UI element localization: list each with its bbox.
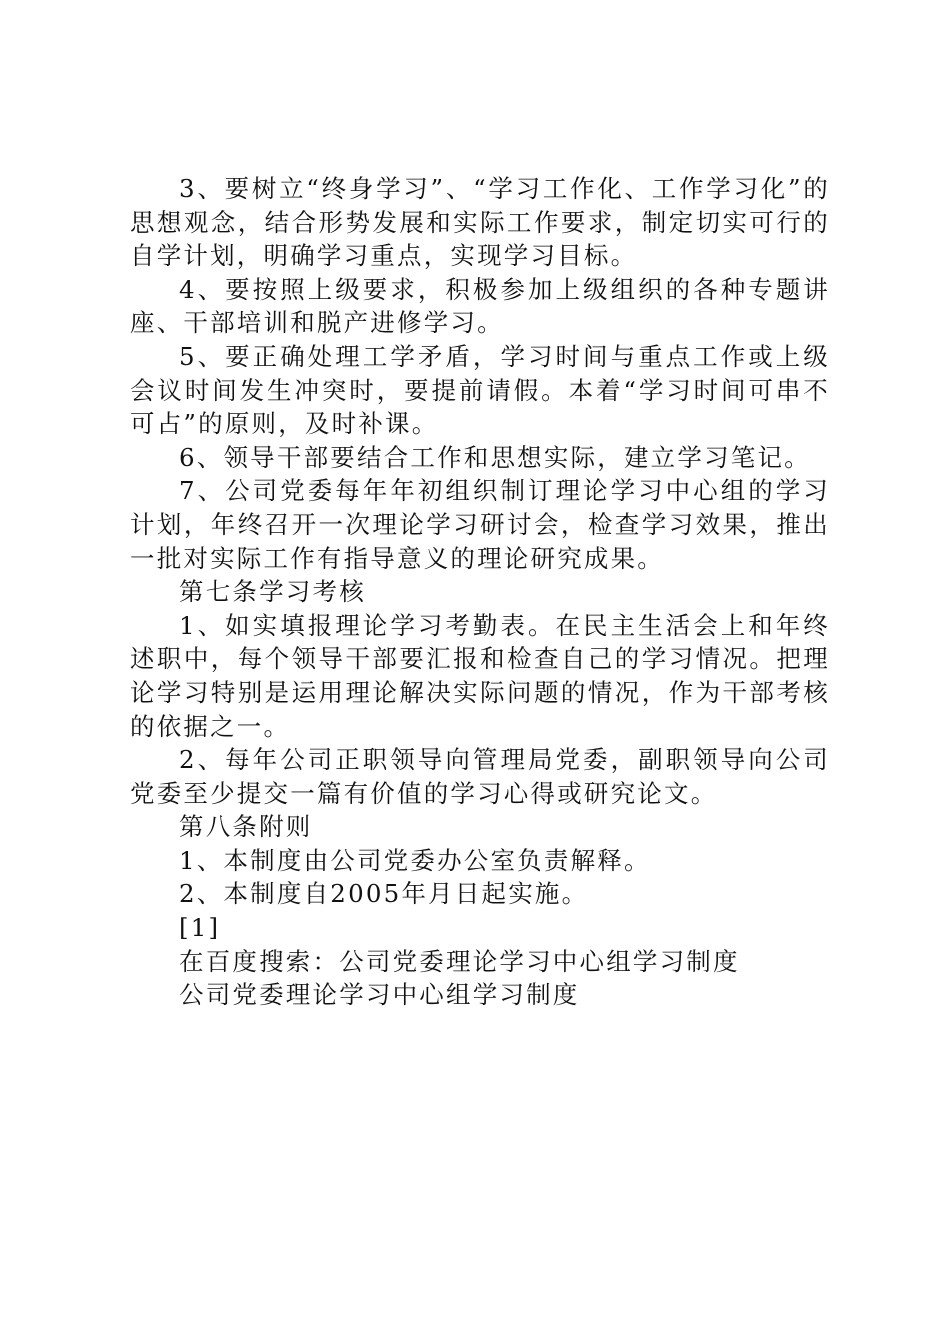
paragraph-item-5: 5、要正确处理工学矛盾，学习时间与重点工作或上级会议时间发生冲突时，要提前请假。本着“学习时间可串不可占”的原则，及时补课。 (130, 341, 830, 439)
paragraph-item-7: 7、公司党委每年年初组织制订理论学习中心组的学习计划，年终召开一次理论学习研讨会，检查学习效果，推出一批对实际工作有指导意义的理论研究成果。 (130, 476, 830, 573)
paragraph-item-4: 4、要按照上级要求，积极参加上级组织的各种专题讲座、干部培训和脱产进修学习。 (130, 274, 830, 338)
paragraph-assessment-1: 1、如实填报理论学习考勤表。在民主生活会上和年终述职中，每个领导干部要汇报和检查自己的学习情况。把理论学习特别是运用理论解决实际问题的情况，作为干部考核的依据之一。 (130, 610, 830, 741)
paragraph-assessment-2: 2、每年公司正职领导向管理局党委，副职领导向公司党委至少提交一篇有价值的学习心得或研究论文。 (130, 745, 830, 808)
section-heading-article-7: 第七条学习考核 (179, 577, 366, 607)
document-body (130, 172, 830, 1012)
paragraph-appendix-1: 1、本制度由公司党委办公室负责解释。 (179, 845, 651, 875)
paragraph-appendix-2: 2、本制度自2005年月日起实施。 (179, 879, 589, 909)
document-title-line: 公司党委理论学习中心组学习制度 (179, 980, 580, 1010)
paragraph-item-3: 3、要树立“终身学习”、“学习工作化、工作学习化”的思想观念，结合形势发展和实际工作要求，制定切实可行的自学计划，明确学习重点，实现学习目标。 (130, 174, 830, 271)
section-heading-article-8: 第八条附则 (179, 812, 313, 842)
search-hint-line: 在百度搜索：公司党委理论学习中心组学习制度 (179, 946, 740, 976)
footnote-marker: [1] (179, 913, 221, 943)
paragraph-item-6: 6、领导干部要结合工作和思想实际，建立学习笔记。 (179, 442, 811, 472)
